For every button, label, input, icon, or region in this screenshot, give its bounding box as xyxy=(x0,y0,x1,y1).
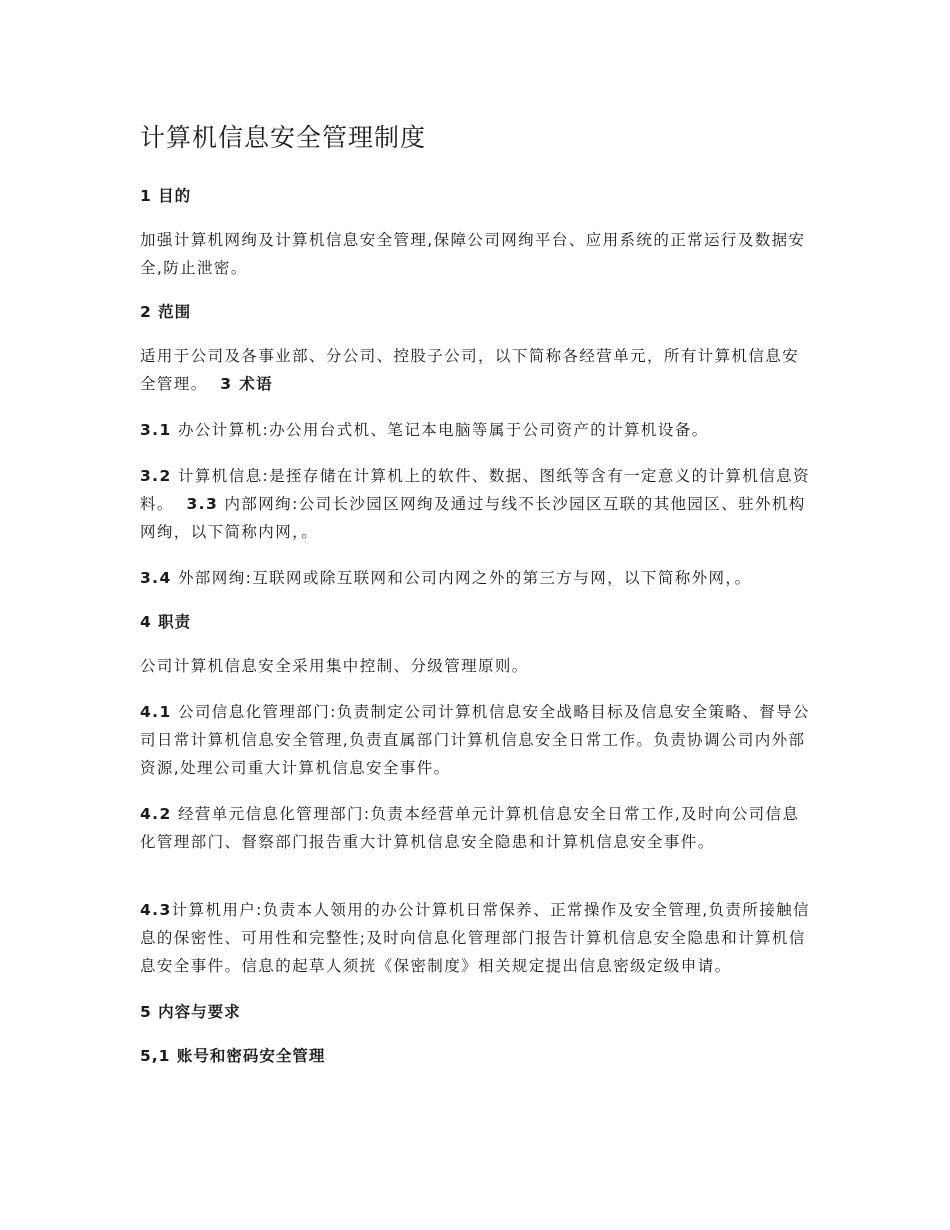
section-2-heading: 2 范围 xyxy=(140,303,192,321)
term-3-1 xyxy=(140,416,810,444)
section-3-heading: 3 术语 xyxy=(220,375,274,393)
document-title: 计算机信息安全管理制度 xyxy=(140,123,427,152)
duty-4-1-text: 公司信息化管理部门:负责制定公司计算机信息安全战略目标及信息安全策略、督导公司日常计算机信息安全管理,负责直属部门计算机信息安全日常工作。负责协调公司内外部资源,处理公司重大计算机信息安全事件。 xyxy=(140,703,810,777)
term-3-4-text: 外部网绚:互联网或除互联网和公司内网之外的第三方与网，以下简称外网，。 xyxy=(178,569,752,587)
duty-4-2 xyxy=(140,800,810,856)
term-3-2-number: 3.2 xyxy=(140,467,172,485)
section-2-paragraph xyxy=(140,342,810,398)
term-3-4 xyxy=(140,564,810,592)
duty-4-1-number: 4.1 xyxy=(140,703,172,721)
term-3-3-text: 内部网绚:公司长沙园区网绚及通过与线不长沙园区互联的其他园区、驻外机构网绚，以下简称内网，。 xyxy=(140,495,806,541)
section-4-heading: 4 职责 xyxy=(140,613,192,631)
section-1-heading: 1 目的 xyxy=(140,187,192,205)
term-3-4-number: 3.4 xyxy=(140,569,172,587)
duty-4-3 xyxy=(140,896,810,980)
section-2-text: 适用于公司及各事业部、分公司、控股子公司，以下简称各经营单元，所有计算机信息安全管理。 xyxy=(140,347,800,393)
section-4-text: 公司计算机信息安全采用集中控制、分级管理原则。 xyxy=(140,657,529,675)
term-3-2 xyxy=(140,462,810,546)
term-3-2-text: 计算机信息:是挃存储在计算机上的软件、数据、图纸等含有一定意义的计算机信息资料。 xyxy=(140,467,810,513)
section-5-heading: 5 内容与要求 xyxy=(140,1003,241,1021)
duty-4-2-number: 4.2 xyxy=(140,805,172,823)
term-3-1-number: 3.1 xyxy=(140,421,172,439)
section-5-1-heading: 5,1 账号和密码安全管理 xyxy=(140,1047,326,1065)
duty-4-1 xyxy=(140,698,810,782)
term-3-3-number: 3.3 xyxy=(186,495,219,513)
term-3-1-text: 办公计算机:办公用台式机、笔记本电脑等属于公司资产的计算机设备。 xyxy=(178,421,709,439)
duty-4-3-text: 计算机用户:负责本人领用的办公计算机日常保养、正常操作及安全管理,负责所接触信息的保密性、可用性和完整性;及时向信息化管理部门报告计算机信息安全隐患和计算机信息安全事件。信息的起草人须挄《保密制度》相关规定提出信息密级定级申请。 xyxy=(140,901,810,975)
duty-4-3-number: 4.3 xyxy=(140,901,172,919)
duty-4-2-text: 经营单元信息化管理部门:负责本经营单元计算机信息安全日常工作,及时向公司信息化管理部门、督察部门报告重大计算机信息安全隐患和计算机信息安全事件。 xyxy=(140,805,800,851)
section-1-text: 加强计算机网绚及计算机信息安全管理,保障公司网绚平台、应用系统的正常运行及数据安全,防止泄密。 xyxy=(140,231,806,277)
